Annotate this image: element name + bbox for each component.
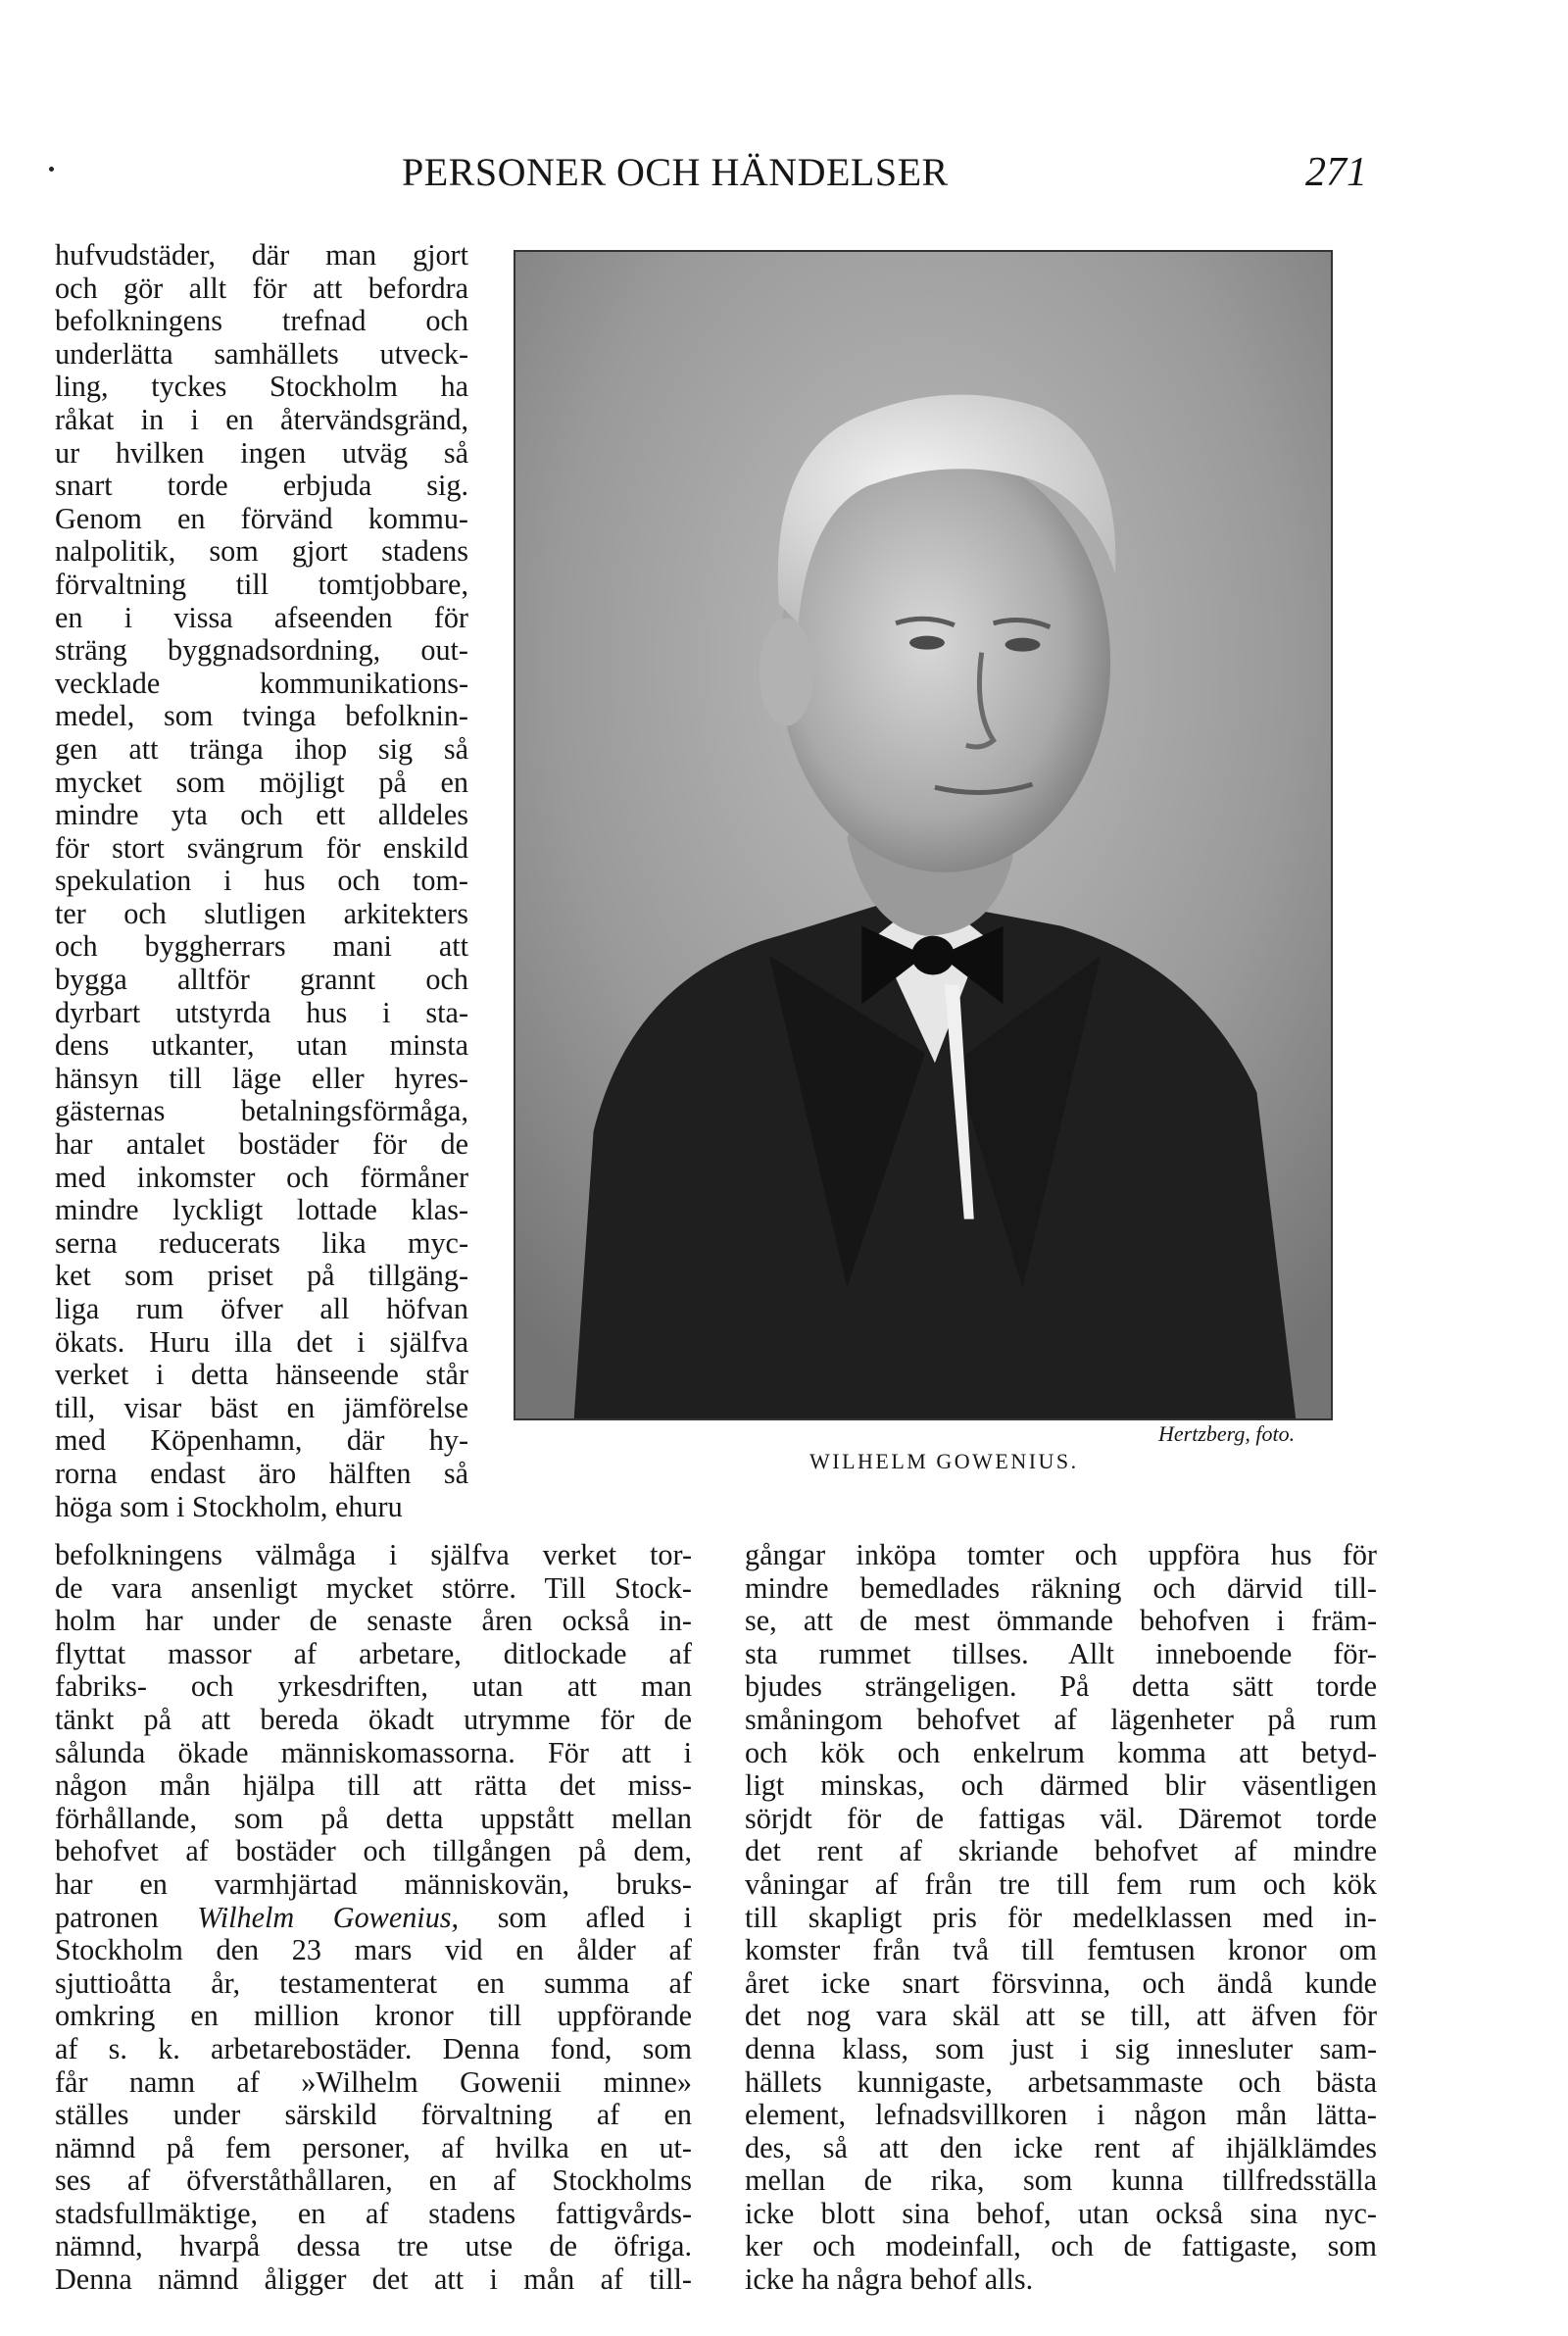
header-dot [49,167,54,172]
text-line: ses af öfverståthållaren, en af Stockholms [55,2164,692,2198]
text-line: sörjdt för de fattigas väl. Däremot torde [745,1802,1377,1835]
text-line: Genom en förvänd kommu- [55,502,468,535]
page-number: 271 [1305,150,1367,195]
text-line: befolkningens välmåga i själfva verket tor- [55,1539,692,1571]
text-line: det rent af skriande behofvet af mindre [745,1835,1377,1868]
text-line: mindre lyckligt lottade klas- [55,1194,468,1227]
text-line: nämnd, hvarpå dessa tre utse de öfriga. [55,2230,692,2263]
text-line: någon mån hjälpa till att rätta det miss- [55,1769,692,1803]
text-line: element, lefnadsvillkoren i någon mån lätta- [745,2099,1377,2132]
text-fragment: som afled i [459,1901,692,1934]
text-line: medel, som tvinga befolknin- [55,700,468,733]
text-line: förhållande, som på detta uppstått mellan [55,1802,692,1835]
text-line: mellan de rika, som kunna tillfredsställa [745,2164,1377,2198]
text-line: sålunda ökade människomassorna. För att i [55,1736,692,1769]
text-line: ling, tyckes Stockholm ha [55,371,468,404]
text-line: sträng byggnadsordning, out- [55,634,468,668]
text-line: mindre bemedlades räkning och därvid till- [745,1571,1377,1605]
text-line: och gör allt för att befordra [55,272,468,305]
text-line: dens utkanter, utan minsta [55,1029,468,1063]
text-line: snart torde erbjuda sig. [55,470,468,503]
text-line: icke blott sina behof, utan också sina nyc- [745,2197,1377,2230]
text-line: mycket som möjligt på en [55,766,468,799]
text-line: ställes under särskild förvaltning af en [55,2099,692,2132]
text-line: höga som i Stockholm, ehuru [55,1490,403,1523]
text-line: förvaltning till tomtjobbare, [55,568,468,601]
text-line: småningom behofvet af lägenheter på rum [745,1703,1377,1736]
text-line: verket i detta hänseende står [55,1359,468,1392]
text-line: ter och slutligen arkitekters [55,897,468,930]
text-line: hällets kunnigaste, arbetsammaste och bästa [745,2065,1377,2099]
text-line: af s. k. arbetarebostäder. Denna fond, som [55,2032,692,2065]
text-line: till skapligt pris för medelklassen med in- [745,1901,1377,1934]
text-line: omkring en million kronor till uppförande [55,2000,692,2033]
text-line: komster från två till femtusen kronor om [745,1934,1377,1967]
text-line: dyrbart utstyrda hus i sta- [55,996,468,1029]
text-line: och byggherrars mani att [55,930,468,964]
text-line: har en varmhjärtad människovän, bruks- [55,1867,692,1901]
text-line: mindre yta och ett alldeles [55,799,468,832]
text-line: Stockholm den 23 mars vid en ålder af [55,1934,692,1967]
text-line: denna klass, som just i sig innesluter sam- [745,2032,1377,2065]
text-line: ökats. Huru illa det i själfva [55,1325,468,1359]
text-line: hufvudstäder, där man gjort [55,239,468,272]
text-line: sta rummet tillses. Allt inneboende för- [745,1637,1377,1670]
text-line: med inkomster och förmåner [55,1161,468,1194]
text-column-left [55,1539,692,2297]
text-line: rorna endast äro hälften så [55,1457,468,1490]
text-line: liga rum öfver all höfvan [55,1293,468,1325]
text-line: råkat in i en återvändsgränd, [55,403,468,436]
text-line: spekulation i hus och tom- [55,865,468,898]
text-fragment: patronen [55,1901,198,1934]
text-line: och kök och enkelrum komma att betyd- [745,1736,1377,1769]
text-line: ker och modeinfall, och de fattigaste, som [745,2230,1377,2263]
text-line: gen att tränga ihop sig så [55,732,468,766]
text-line: stadsfullmäktige, en af stadens fattigvårds- [55,2197,692,2230]
running-header: PERSONER OCH HÄNDELSER [402,150,949,194]
text-line: des, så att den icke rent af ihjälklämdes [745,2131,1377,2164]
text-line: med Köpenhamn, där hy- [55,1424,468,1458]
text-line: underlätta samhällets utveck- [55,337,468,371]
text-line: holm har under de senaste åren också in- [55,1605,692,1638]
text-line: fabriks- och yrkesdriften, utan att man [55,1670,692,1704]
text-line: nalpolitik, som gjort stadens [55,535,468,569]
photo-caption: WILHELM GOWENIUS. [809,1449,1079,1473]
portrait-photo [514,250,1333,1420]
text-line: våningar af från tre till fem rum och kök [745,1867,1377,1901]
text-line: ligt minskas, och därmed blir väsentligen [745,1769,1377,1803]
text-line: till, visar bäst en jämförelse [55,1391,468,1424]
text-line: serna reducerats lika myc- [55,1226,468,1260]
text-line: bjudes strängeligen. På detta sätt torde [745,1670,1377,1704]
text-line: ur hvilken ingen utväg så [55,436,468,470]
text-line: befolkningens trefnad och [55,305,468,338]
text-line: gästernas betalningsförmåga, [55,1095,468,1128]
text-line: vecklade kommunikations- [55,667,468,700]
text-line: sjuttioåtta år, testamenterat en summa af [55,1966,692,2000]
text-line: flyttat massor af arbetare, ditlockade af [55,1637,692,1670]
text-line: för stort svängrum för enskild [55,831,468,865]
text-line-with-name [55,1902,692,1935]
text-line: hänsyn till läge eller hyres- [55,1062,468,1095]
text-line: behofvet af bostäder och tillgången på dem, [55,1835,692,1868]
text-line: har antalet bostäder för de [55,1128,468,1162]
text-line: se, att de mest ömmande behofven i främ- [745,1605,1377,1638]
text-line: bygga alltför grannt och [55,964,468,997]
text-line: de vara ansenligt mycket större. Till Stock- [55,1571,692,1605]
text-line: icke ha några behof alls. [745,2263,1034,2297]
text-line: Denna nämnd åligger det att i mån af till- [55,2263,692,2297]
text-column-right [745,1539,1377,2297]
text-line: året icke snart försvinna, och ändå kunde [745,1966,1377,2000]
text-line: får namn af »Wilhelm Gowenii minne» [55,2065,692,2099]
person-name: Wilhelm Gowenius, [197,1901,460,1934]
portrait-image [515,252,1331,1418]
photo-credit: Hertzberg, foto. [1158,1421,1296,1446]
text-column-narrow [55,239,468,1523]
text-line: det nog vara skäl att se till, att äfven för [745,2000,1377,2033]
text-line: en i vissa afseenden för [55,601,468,634]
text-line: gångar inköpa tomter och uppföra hus för [745,1539,1377,1571]
text-line: tänkt på att bereda ökadt utrymme för de [55,1703,692,1736]
text-line: ket som priset på tillgäng- [55,1260,468,1293]
text-line: nämnd på fem personer, af hvilka en ut- [55,2131,692,2164]
